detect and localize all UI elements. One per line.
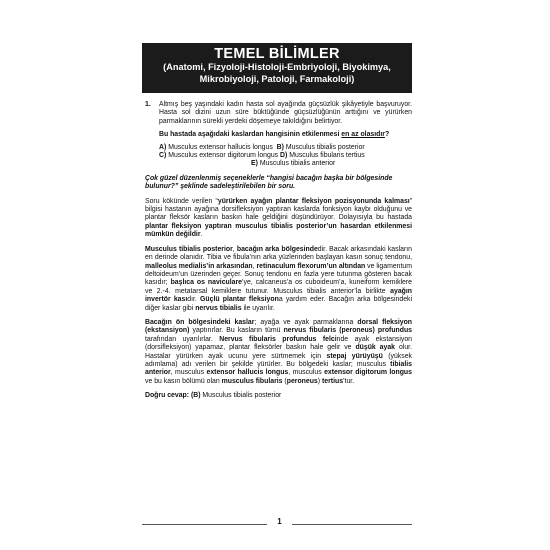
option-row-e: [159, 160, 412, 168]
footer-rule-right: [292, 524, 412, 525]
p2-text-5: ’ye, calcaneus’a os cuboideum’a, kuneiform kemiklere ve 2.-4. metatarsal kemiklere tutunur. Musculus tibialis anterior’la birlikte: [145, 279, 413, 295]
option-b: Musculus tibialis posterior: [285, 143, 365, 151]
p1-text-1: Soru kökünde verilen “: [145, 197, 218, 205]
option-b-letter: B): [276, 143, 284, 151]
p3-text-3: tarafından uyarılırlar.: [145, 335, 220, 343]
answer-text: Musculus tibialis posterior: [200, 392, 282, 400]
p3-bold-11: peroneus: [286, 377, 318, 385]
page-number: 1: [277, 517, 282, 526]
p1-bold-2: plantar fleksiyon yaptıran musculus tibialis posterior’un hasardan etkilenmesi mümkün değildir: [145, 222, 412, 239]
p2-bold-5: başlıca os naviculare: [170, 279, 243, 287]
option-e: Musculus tibialis anterior: [259, 160, 336, 168]
p1-text-2: ” bilgisi hastanın ayağına dorsifleksiyon yaptıran kaslarda fonksiyon kaybı olduğunu ve plantar fleksör kasların baskın hale geldiğini düşündürüyor. Dolayısıyla bu hastada: [145, 197, 412, 222]
section-title: TEMEL BİLİMLER: [214, 46, 340, 62]
p3-bold-2: dorsal fleksiyon (ekstansiyon): [145, 318, 413, 335]
p3-bold-1: Bacağın ön bölgesindeki kaslar: [145, 318, 255, 326]
option-d-letter: D): [280, 152, 288, 160]
p3-text-6: (yüksek adımlama) adı verilen bir şekilde yürürler. Bu bölgedeki kaslar; musculus: [145, 352, 412, 368]
p3-text-12: ’tur.: [343, 377, 355, 385]
question-stem: [159, 131, 412, 139]
p2-text-6: dır.: [187, 296, 201, 304]
page-content: [145, 101, 412, 401]
paragraph-2: [145, 246, 412, 313]
footer-rule-left: [142, 524, 267, 525]
p3-bold-5: düşük ayak: [355, 344, 396, 352]
stem-end: ?: [384, 131, 390, 139]
correct-answer: [145, 392, 412, 400]
paragraph-3: [145, 319, 412, 386]
option-row-cd: [159, 152, 412, 160]
p3-text-10: (: [282, 377, 287, 385]
option-c: Musculus extensor digitorum longus: [168, 152, 279, 160]
p2-bold-8: nervus tibialis: [195, 304, 242, 312]
question-body: [159, 101, 412, 169]
option-c-letter: C): [159, 152, 167, 160]
option-d: Musculus fibularis tertius: [289, 152, 365, 160]
answer-options: [159, 144, 412, 169]
option-a: Musculus extensor hallucis longus: [168, 143, 273, 151]
p2-text-7: a yardım eder. Bacağın arka bölgesindeki diğer kaslar gibi: [145, 296, 412, 312]
p1-text-3: .: [200, 231, 203, 239]
p3-text-7: , musculus: [170, 369, 207, 377]
p2-text-3: ,: [252, 262, 257, 270]
section-header: [142, 43, 412, 93]
p3-bold-9: extensor digitorum longus: [324, 369, 412, 377]
page-footer: [142, 519, 412, 529]
p3-text-11: ): [317, 377, 322, 385]
p3-bold-10: musculus fibularis: [221, 377, 283, 385]
section-subtitle: (Anatomi, Fizyoloji-Histoloji-Embriyoloji, Biyokimya, Mikrobiyoloji, Patoloji, Farmakoloji): [163, 62, 391, 84]
p2-bold-1: Musculus tibialis posterior: [145, 245, 233, 253]
option-e-letter: E): [251, 160, 258, 168]
option-row-ab: [159, 144, 412, 152]
p2-text-8: ile uyarılır.: [241, 304, 275, 312]
p2-bold-7: Güçlü plantar fleksiyon: [200, 296, 279, 304]
p3-text-1: ; ayağa ve ayak parmaklarına: [254, 318, 358, 326]
p3-bold-7: tibialis anterior: [145, 360, 412, 377]
p3-bold-4: Nervus fibularis profundus felci: [219, 335, 337, 343]
p3-bold-12: tertius: [321, 377, 344, 385]
p3-bold-3: nervus fibularis (peroneus) profundus: [283, 327, 412, 335]
p3-text-9: ve bu kasın bölümü olan: [145, 377, 222, 385]
p2-text-2: dir. Bacak arkasındaki kasların en derinde olanıdır. Tibia ve fibula’nın arka yüzlerinden başlayan kasın sonuç tendonu,: [145, 245, 412, 262]
option-a-letter: A): [159, 143, 167, 151]
p2-bold-6: ayağın invertör kası: [145, 287, 412, 304]
answer-label: Doğru cevap: (B): [145, 392, 201, 400]
stem-main: Bu hastada aşağıdaki kaslardan hangisinin etkilenmesi: [159, 131, 340, 139]
p2-text-4: ve ligamentum deltoideum’un üzerinden geçer. Sonuç tendonu en fazla yere tutunma gösteren bacak kasıdır;: [145, 262, 412, 287]
question-text: Altmış beş yaşındaki kadın hasta sol ayağında güçsüzlük şikâyetiyle başvuruyor. Hasta sol dizini uzun süre büktüğünde güçsüzlüğünün arttığını ve yürürken parmaklarının sürekli yerdeki döşemeye takıldığını belirtiyor.: [159, 101, 412, 125]
stem-underlined: en az olasıdır: [341, 131, 385, 139]
p2-bold-4: retinaculum flexorum’un altından: [256, 262, 366, 270]
p2-bold-3: malleolus medialis’in arkasından: [145, 262, 253, 270]
p3-text-2: yaptırırlar. Bu kasların tümü: [189, 327, 284, 335]
p3-text-4: nde ayak ekstansiyon (dorsifleksiyon) yapamaz, plantar fleksörler baskın hale gelir ve: [145, 335, 412, 352]
paragraph-1: [145, 198, 412, 240]
italic-note: Çok güzel düzenlenmiş seçeneklerle “hangisi bacağın başka bir bölgesinde bulunur?” şeklinde sadeleştirilebilen bir soru.: [145, 174, 393, 191]
p3-bold-6: stepaj yürüyüşü: [326, 352, 383, 360]
question-number: 1.: [145, 101, 151, 108]
p3-bold-8: extensor hallucis longus: [206, 369, 289, 377]
p2-text-1: ,: [232, 245, 237, 253]
p3-text-8: , musculus: [288, 369, 325, 377]
p2-bold-2: bacağın arka bölgesinde: [236, 245, 318, 253]
question-block: [145, 101, 412, 169]
p3-text-5: olur. Hastalar yürürken ayak ucunu yere sürtmemek için: [145, 344, 412, 360]
p1-bold-1: yürürken ayağın plantar fleksiyon pozisyonunda kalması: [217, 197, 410, 205]
